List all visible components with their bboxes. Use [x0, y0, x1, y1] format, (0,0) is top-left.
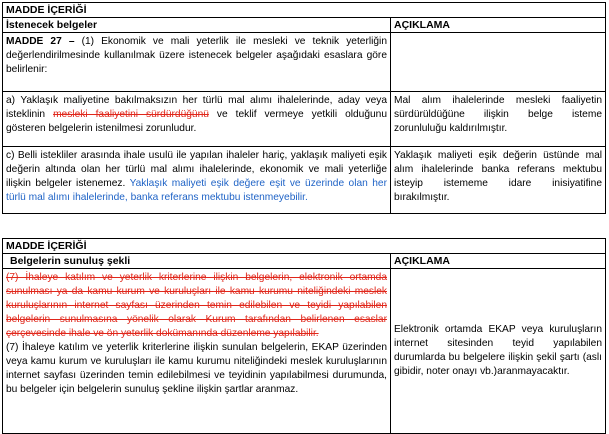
paragraph-7-new-text: (7) İhaleye katılım ve yeterlik kriterlerine ilişkin sunulan belgelerin, EKAP üzerinden veya kamu kurum ve kuruluşları ile kamu kurumu niteliğindeki meslek kuruluşlarının internet sayfası üzerinden temin edilebilmesi ve teyidinin yapılabilmesi durumunda, bu belgeler için belgelerin sunuluş şekline ilişkin şartlar aranmaz. — [6, 342, 387, 395]
paragraph-7-cell — [3, 269, 391, 434]
explanation-column-header: AÇIKLAMA — [391, 18, 606, 33]
paragraph-7-explanation: Elektronik ortamda EKAP veya kuruluşların internet sitesinden teyid yapılabilen durumlarda bu belgelere ilişkin şekil şartı (aslı gibidir, noter onayı vb.)aranmayacaktır. — [391, 269, 606, 434]
left-column-header-2: Belgelerin sunuluş şekli — [3, 254, 391, 269]
row-a-deleted-text: mesleki faaliyetini sürdürdüğünü — [53, 109, 209, 120]
row-c-explanation: Yaklaşık maliyeti eşik değerin üstünde mal alım ihalelerinde banka referans mektubu isteyip istememe idare inisiyatifine bırakılmıştır. — [391, 147, 606, 214]
row-a-text-after: ve teklif vermeye yetkili olduğunu gösteren belgelerin istenilmesi zorunludur. — [6, 109, 387, 134]
explanation-column-header-2: AÇIKLAMA — [391, 254, 606, 269]
article-intro-explanation-cell — [391, 33, 606, 92]
paragraph-7-deleted-text: (7) İhaleye katılım ve yeterlik kriterlerine ilişkin belgelerin, elektronik ortamda sunulması ya da kamu kurum ve kuruluşları ile kamu kurumu niteliğindeki meslek kuruluşlarının internet sayfası üzerinden temin edilebilen ve teyidi yapılabilen belgelerin sunulmasına yönelik olarak Kurum tarafından belirlenen esaslar çerçevesinde ihale ve ön yeterlik dokümanında düzenleme yapılabilir. — [6, 272, 387, 339]
row-a-text-before: a) Yaklaşık maliyetine bakılmaksızın her türlü mal alımı ihalelerinde, aday veya isteklinin — [6, 95, 387, 120]
row-c-added-text: Yaklaşık maliyeti eşik değere eşit ve üzerinde olan her türlü mal alımı ihalelerinde, banka referans mektubu istenmeyebilir. — [6, 178, 387, 203]
left-column-header: İstenecek belgeler — [3, 18, 391, 33]
article-text: (1) Ekonomik ve mali yeterlik ile mesleki ve teknik yeterliğin değerlendirilmesinde kullanılmak üzere istenecek belgeler aşağıdaki esaslara göre belirlenir: — [6, 36, 387, 75]
article-intro-cell — [3, 33, 391, 92]
section-title: MADDE İÇERİĞİ — [3, 3, 606, 18]
submission-form-table — [2, 238, 606, 434]
article-label: MADDE 27 – — [6, 36, 75, 47]
row-a-cell — [3, 92, 391, 147]
article-27-table — [2, 2, 606, 214]
row-c-cell — [3, 147, 391, 214]
section-title-2: MADDE İÇERİĞİ — [3, 239, 606, 254]
row-c-text: c) Belli istekliler arasında ihale usulü ile yapılan ihaleler hariç, yaklaşık maliyeti eşik değerin altında olan her türlü mal alımı ihalelerinde, ekonomik ve mali yeterliğe ilişkin belgeler istenemez. — [6, 150, 387, 189]
row-a-explanation: Mal alım ihalelerinde mesleki faaliyetin sürdürüldüğüne ilişkin belge isteme zorunluluğu kaldırılmıştır. — [391, 92, 606, 147]
